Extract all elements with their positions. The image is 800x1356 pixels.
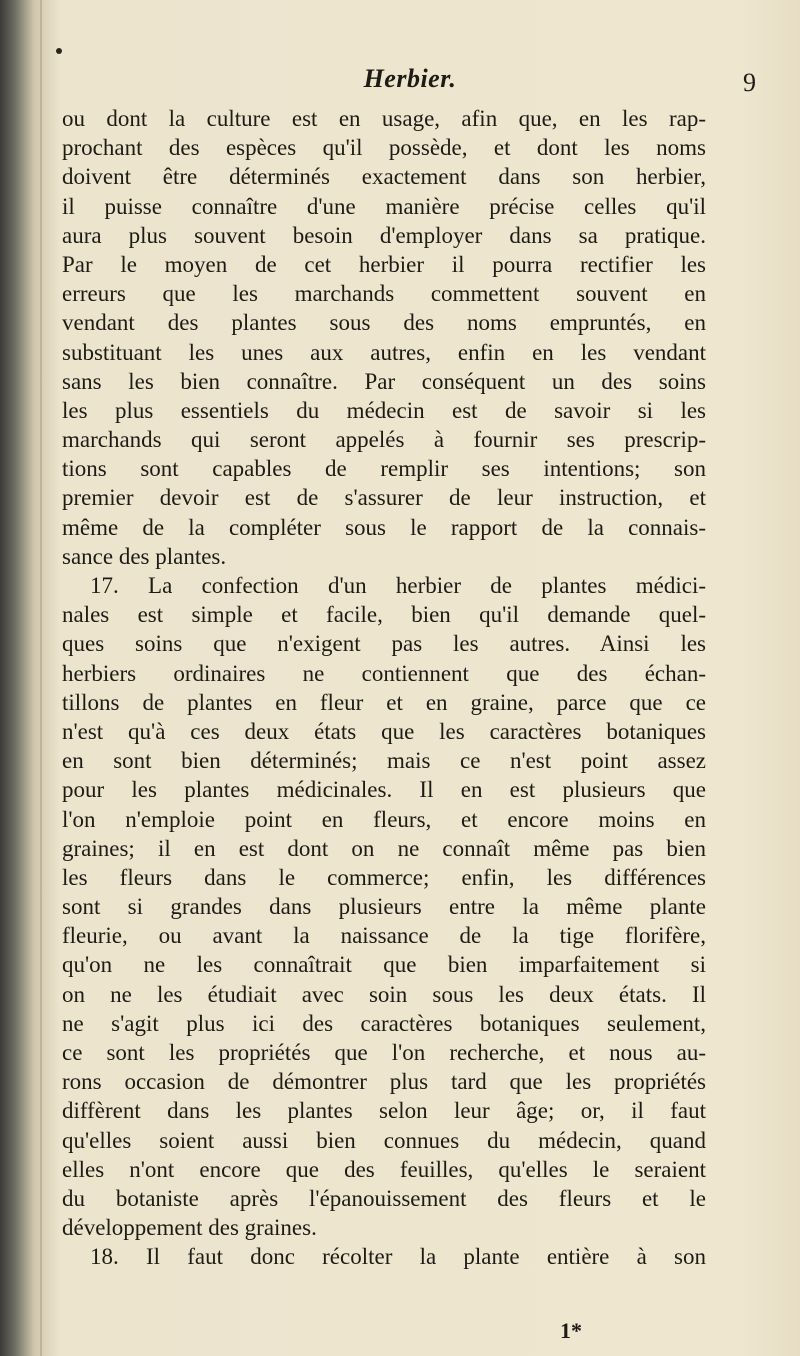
text-line: en sont bien déterminés; mais ce n'est point assez [62, 748, 706, 774]
text-line: qu'on ne les connaîtrait que bien imparfaitement si [62, 952, 706, 978]
text-line: tillons de plantes en fleur et en graine, parce que ce [62, 689, 706, 715]
text-line: aura plus souvent besoin d'employer dans sa pratique. [62, 222, 706, 248]
text-line: l'on n'emploie point en fleurs, et encore moins en [62, 806, 706, 832]
text-line: herbiers ordinaires ne contiennent que des échan- [62, 660, 706, 686]
text-line: pour les plantes médicinales. Il en est plusieurs que [62, 777, 706, 803]
text-line: ou dont la culture est en usage, afin que, en les rap- [62, 106, 706, 131]
text-line: il puisse connaître d'une manière précise celles qu'il [62, 193, 706, 219]
text-line: sont si grandes dans plusieurs entre la même plante [62, 894, 706, 920]
ink-mark [56, 48, 62, 54]
text-line: sance des plantes. [62, 543, 227, 569]
text-line: n'est qu'à ces deux états que les caractères botaniques [62, 718, 706, 744]
text-line: du botaniste après l'épanouissement des fleurs et le [62, 1185, 706, 1211]
text-line: Par le moyen de cet herbier il pourra rectifier les [62, 251, 706, 277]
text-line: prochant des espèces qu'il possède, et dont les noms [62, 135, 706, 161]
text-line: doivent être déterminés exactement dans son herbier, [62, 164, 706, 190]
text-line: elles n'ont encore que des feuilles, qu'elles le seraient [62, 1156, 706, 1182]
text-line: premier devoir est de s'assurer de leur instruction, et [62, 485, 706, 511]
running-title: Herbier. [363, 64, 457, 93]
text-line: diffèrent dans les plantes selon leur âge; or, il faut [62, 1098, 706, 1124]
text-line: erreurs que les marchands commettent souvent en [62, 281, 706, 307]
text-line: 18. Il faut donc récolter la plante entière à son [90, 1244, 706, 1270]
text-line: vendant des plantes sous des noms empruntés, en [62, 310, 706, 336]
page-header [60, 64, 760, 104]
text-line: même de la compléter sous le rapport de la connais- [62, 514, 706, 540]
binding-gutter [40, 0, 42, 1356]
text-line: substituant les unes aux autres, enfin en les vendant [62, 339, 706, 365]
body-text [62, 104, 706, 1272]
text-line: on ne les étudiait avec soin sous les deux états. Il [62, 981, 706, 1007]
text-line: tions sont capables de remplir ses intentions; son [62, 456, 706, 482]
text-line: les fleurs dans le commerce; enfin, les différences [62, 864, 706, 890]
text-line: ques soins que n'exigent pas les autres. Ainsi les [62, 631, 706, 657]
text-line: fleurie, ou avant la naissance de la tige florifère, [62, 923, 706, 949]
text-line: ce sont les propriétés que l'on recherche, et nous au- [62, 1040, 706, 1065]
text-line: marchands qui seront appelés à fournir ses prescrip- [62, 427, 706, 453]
text-line: 17. La confection d'un herbier de plantes médici- [90, 573, 706, 598]
text-line: les plus essentiels du médecin est de savoir si les [62, 397, 706, 423]
text-line: rons occasion de démontrer plus tard que les propriétés [62, 1069, 706, 1095]
text-line: nales est simple et facile, bien qu'il demande quel- [62, 602, 706, 628]
text-line: sans les bien connaître. Par conséquent un des soins [62, 368, 706, 394]
text-line: ne s'agit plus ici des caractères botaniques seulement, [62, 1010, 706, 1036]
text-line: développement des graines. [62, 1215, 317, 1241]
page-number: 9 [743, 68, 756, 97]
text-line: qu'elles soient aussi bien connues du médecin, quand [62, 1127, 706, 1153]
signature-mark: 1* [560, 1318, 582, 1343]
text-line: graines; il en est dont on ne connaît même pas bien [62, 835, 706, 861]
